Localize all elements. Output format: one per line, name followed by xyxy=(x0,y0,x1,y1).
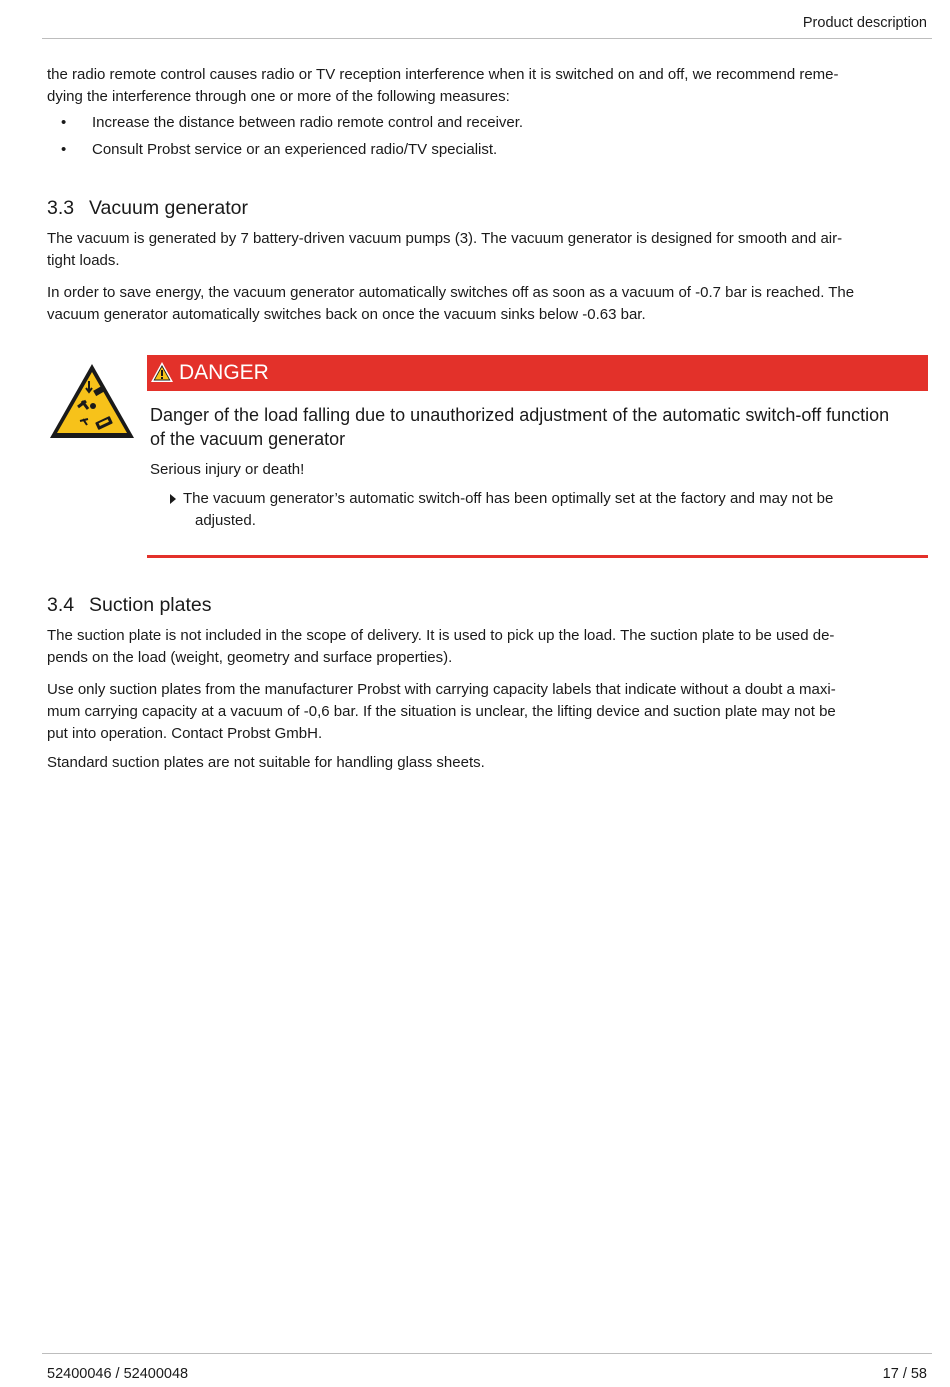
paragraph-line: The vacuum is generated by 7 battery-driven vacuum pumps (3). The vacuum generator is designed for smooth and air- xyxy=(47,230,843,247)
page-number: 17 / 58 xyxy=(882,1366,927,1382)
danger-consequence: Serious injury or death! xyxy=(150,461,305,478)
intro-line: dying the interference through one or more of the following measures: xyxy=(47,88,510,105)
footer-divider xyxy=(42,1353,932,1354)
paragraph-line: The suction plate is not included in the scope of delivery. It is used to pick up the load. The suction plate to be used de- xyxy=(47,627,835,644)
list-item-text: Consult Probst service or an experienced radio/TV specialist. xyxy=(92,141,498,158)
action-line: The vacuum generator’s automatic switch-off has been optimally set at the factory and may not be xyxy=(183,490,834,507)
suction-paragraph-2 xyxy=(47,679,919,745)
vacuum-paragraph-1 xyxy=(47,228,919,272)
paragraph-line: mum carrying capacity at a vacuum of -0,6 bar. If the situation is unclear, the lifting device and suction plate may not be xyxy=(47,703,836,720)
running-header: Product description xyxy=(802,15,927,31)
warning-triangle-icon xyxy=(150,361,174,383)
vacuum-paragraph-2 xyxy=(47,282,919,326)
paragraph-line: vacuum generator automatically switches back on once the vacuum sinks below -0.63 bar. xyxy=(47,306,646,323)
bullet-icon: • xyxy=(61,141,67,158)
paragraph-line: tight loads. xyxy=(47,252,120,269)
intro-line: the radio remote control causes radio or TV reception interference when it is switched on and off, we recommend reme- xyxy=(47,66,839,83)
danger-bottom-rule xyxy=(147,555,928,558)
header-divider xyxy=(42,38,932,39)
falling-load-warning-icon xyxy=(48,361,136,441)
paragraph-line: Use only suction plates from the manufacturer Probst with carrying capacity labels that indicate without a doubt a maxi- xyxy=(47,681,836,698)
danger-title-line: of the vacuum generator xyxy=(150,429,346,449)
action-arrow-icon xyxy=(170,494,176,504)
danger-banner xyxy=(147,355,928,391)
danger-label: DANGER xyxy=(179,361,269,384)
paragraph-line: In order to save energy, the vacuum generator automatically switches off as soon as a vacuum of -0.7 bar is reached. The xyxy=(47,284,855,301)
paragraph-line: put into operation. Contact Probst GmbH. xyxy=(47,725,323,742)
section-number: 3.3 xyxy=(47,197,75,219)
suction-paragraph-3: Standard suction plates are not suitable for handling glass sheets. xyxy=(47,754,485,771)
action-line: adjusted. xyxy=(195,512,256,529)
section-title: Vacuum generator xyxy=(89,197,248,219)
paragraph-line: pends on the load (weight, geometry and surface properties). xyxy=(47,649,453,666)
danger-title xyxy=(150,403,920,451)
list-item xyxy=(47,112,907,139)
suction-paragraph-1 xyxy=(47,625,919,669)
list-item-text: Increase the distance between radio remote control and receiver. xyxy=(92,114,524,131)
measures-list xyxy=(47,112,907,166)
intro-paragraph xyxy=(47,64,919,108)
section-number: 3.4 xyxy=(47,594,75,616)
section-heading-3-4 xyxy=(47,592,212,618)
section-title: Suction plates xyxy=(89,594,212,616)
document-number: 52400046 / 52400048 xyxy=(47,1366,189,1382)
bullet-icon: • xyxy=(61,114,67,131)
danger-title-line: Danger of the load falling due to unauthorized adjustment of the automatic switch-off function xyxy=(150,405,890,425)
list-item xyxy=(47,139,907,166)
section-heading-3-3 xyxy=(47,195,248,221)
